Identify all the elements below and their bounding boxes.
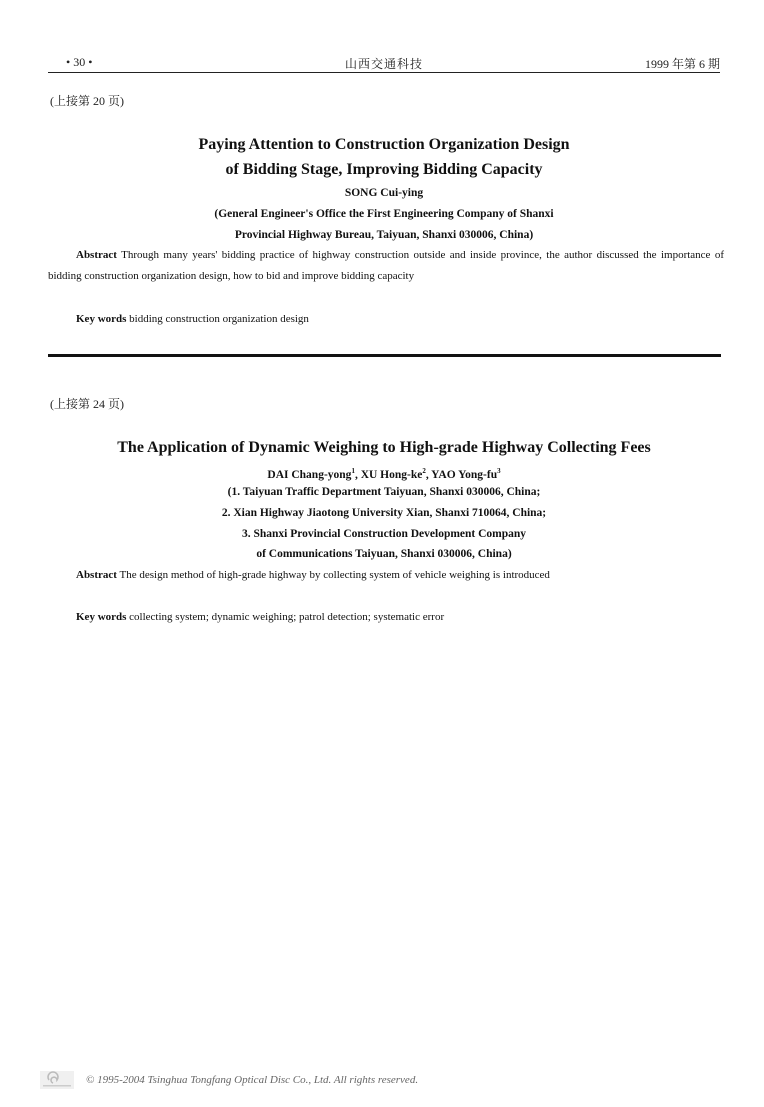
article2-affiliation-4: of Communications Taiyuan, Shanxi 030006, China) xyxy=(256,548,512,560)
article1-affiliation-line2: Provincial Highway Bureau, Taiyuan, Shanxi 030006, China) xyxy=(234,229,534,241)
journal-name: 山西交通科技 xyxy=(344,57,423,71)
article2-affiliation-3: 3. Shanxi Provincial Construction Development Company xyxy=(241,528,527,540)
article2-authors xyxy=(48,462,720,484)
article1-author: SONG Cui-ying xyxy=(344,187,424,199)
author-3: , YAO Yong-fu xyxy=(425,468,498,481)
copyright-notice: © 1995-2004 Tsinghua Tongfang Optical Disc Co., Ltd. All rights reserved. xyxy=(86,1074,419,1086)
article1-affiliation-line1: (General Engineer's Office the First Engineering Company of Shanxi xyxy=(214,208,554,220)
author-2: , XU Hong-ke xyxy=(354,468,423,481)
abstract-label: Abstract xyxy=(76,569,117,581)
abstract-text: Through many years' bidding practice of highway construction outside and inside province, the author discussed the importance of bidding construction organization design, how to bid and improve bidding capacity xyxy=(48,249,724,282)
keywords-label: Key words xyxy=(76,611,127,623)
header-rule xyxy=(48,72,720,73)
section-separator xyxy=(48,354,721,357)
article1-abstract xyxy=(48,245,724,287)
article2-affiliation-2: 2. Xian Highway Jiaotong University Xian, Shanxi 710064, China; xyxy=(221,507,547,519)
article1-title-line1: Paying Attention to Construction Organization Design xyxy=(198,136,570,153)
author-2-mark: 2 xyxy=(422,467,426,475)
abstract-label: Abstract xyxy=(76,249,117,261)
publisher-logo-icon xyxy=(40,1071,74,1089)
article2-affiliation-1: (1. Taiyuan Traffic Department Taiyuan, Shanxi 030006, China; xyxy=(227,486,541,498)
issue-number: 1999 年第 6 期 xyxy=(644,57,720,71)
article1-keywords xyxy=(48,310,724,328)
author-3-mark: 3 xyxy=(497,467,501,475)
keywords-label: Key words xyxy=(76,313,127,325)
continued-note-2: (上接第 24 页) xyxy=(50,397,124,411)
author-1-mark: 1 xyxy=(351,467,355,475)
article2-title: The Application of Dynamic Weighing to High-grade Highway Collecting Fees xyxy=(117,439,651,456)
abstract-text: The design method of high-grade highway by collecting system of vehicle weighing is introduced xyxy=(119,569,550,581)
article2-keywords xyxy=(48,608,724,626)
author-1: DAI Chang-yong xyxy=(267,468,352,481)
keywords-text: bidding construction organization design xyxy=(129,313,309,325)
footer xyxy=(40,1071,740,1091)
continued-note-1: (上接第 20 页) xyxy=(50,94,124,108)
running-header xyxy=(48,55,720,73)
article1-title-line2: of Bidding Stage, Improving Bidding Capacity xyxy=(225,161,543,178)
keywords-text: collecting system; dynamic weighing; patrol detection; systematic error xyxy=(129,611,445,623)
page-number: • 30 • xyxy=(66,55,93,69)
article2-abstract xyxy=(48,565,724,586)
